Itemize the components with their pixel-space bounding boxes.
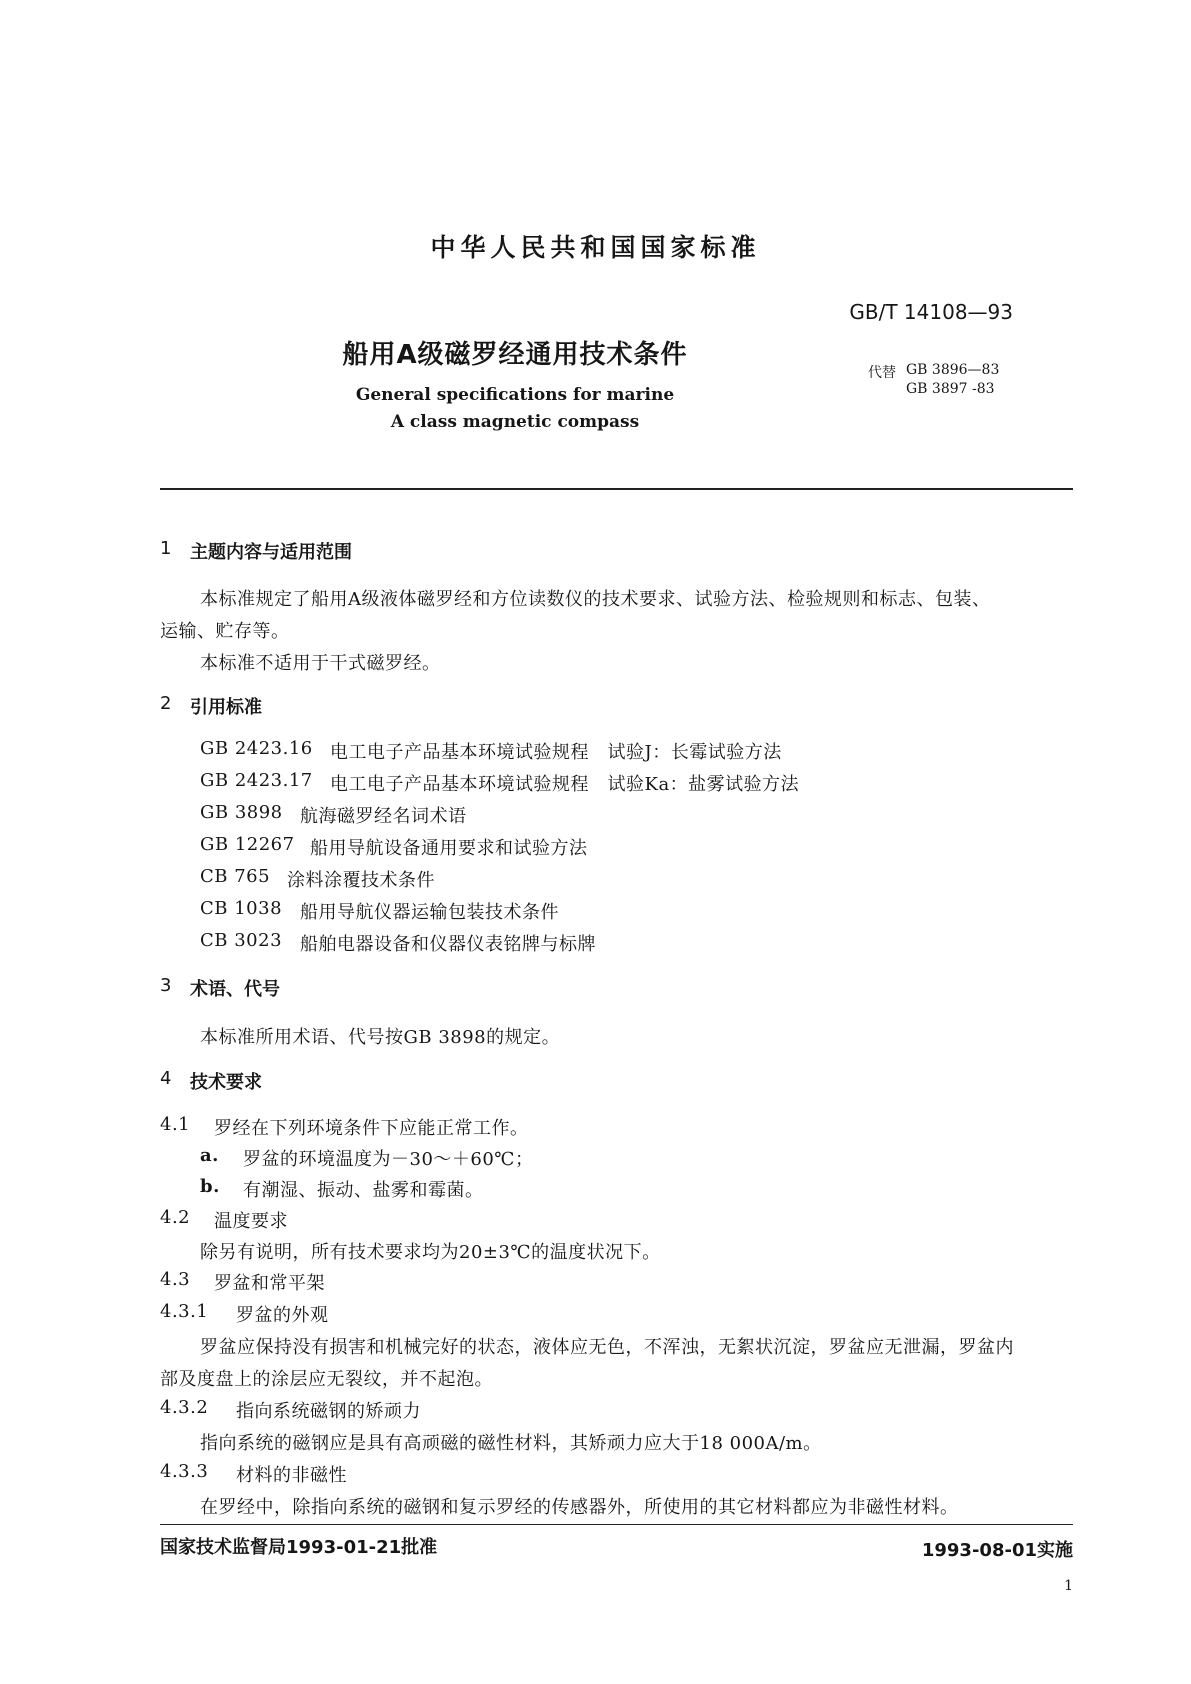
section-4-title: 技术要求 bbox=[190, 1072, 262, 1093]
title-chinese: 船用A级磁罗经通用技术条件 bbox=[342, 340, 688, 370]
approval-text: 国家技术监督局1993-01-21批准 bbox=[160, 1537, 438, 1558]
header-divider bbox=[160, 488, 1073, 490]
item-a-label: a. bbox=[200, 1145, 219, 1166]
section-4-number: 4 bbox=[160, 1068, 172, 1089]
footer-divider bbox=[160, 1524, 1073, 1525]
reference-code: CB 765 bbox=[200, 866, 271, 887]
section-2-title: 引用标准 bbox=[190, 697, 262, 718]
clause-4-3-3-number: 4.3.3 bbox=[160, 1461, 209, 1482]
reference-title: 涂料涂覆技术条件 bbox=[287, 870, 435, 891]
clause-4-3-number: 4.3 bbox=[160, 1269, 191, 1290]
clause-4-3-1-line1: 罗盆应保持没有损害和机械完好的状态，液体应无色，不浑浊，无絮状沉淀，罗盆应无泄漏，罗盆内 bbox=[200, 1337, 1014, 1358]
reference-code: GB 2423.17 bbox=[200, 770, 313, 791]
replaces-label: 代替 bbox=[868, 365, 896, 381]
reference-code: GB 12267 bbox=[200, 834, 295, 855]
clause-4-2-text: 除另有说明，所有技术要求均为20±3℃的温度状况下。 bbox=[200, 1242, 661, 1263]
reference-title: 船用导航设备通用要求和试验方法 bbox=[310, 838, 588, 859]
section-1-para1-line1: 本标准规定了船用A级液体磁罗经和方位读数仪的技术要求、试验方法、检验规则和标志、包装、 bbox=[200, 589, 991, 610]
clause-4-3-title: 罗盆和常平架 bbox=[214, 1273, 325, 1294]
item-b-text: 有潮湿、振动、盐雾和霉菌。 bbox=[243, 1180, 484, 1201]
reference-code: GB 3898 bbox=[200, 802, 283, 823]
section-1-para1-line2: 运输、贮存等。 bbox=[160, 621, 290, 642]
replaces-standard-2: GB 3897 -83 bbox=[906, 381, 995, 397]
clause-4-3-3-title: 材料的非磁性 bbox=[236, 1465, 347, 1486]
reference-code: CB 3023 bbox=[200, 930, 283, 951]
implementation-text: 1993-08-01实施 bbox=[921, 1540, 1073, 1561]
item-a-text: 罗盆的环境温度为－30～＋60℃； bbox=[243, 1149, 534, 1170]
item-b-label: b. bbox=[200, 1176, 220, 1197]
clause-4-3-1-title: 罗盆的外观 bbox=[236, 1305, 329, 1326]
title-english-line1: General specifications for marine bbox=[355, 385, 675, 405]
section-3-number: 3 bbox=[160, 975, 172, 996]
section-1-title: 主题内容与适用范围 bbox=[190, 542, 352, 563]
reference-code: CB 1038 bbox=[200, 898, 283, 919]
page-number: 1 bbox=[1064, 1578, 1073, 1594]
clause-4-2-number: 4.2 bbox=[160, 1207, 191, 1228]
section-2-number: 2 bbox=[160, 693, 172, 714]
clause-4-1-text: 罗经在下列环境条件下应能正常工作。 bbox=[214, 1118, 529, 1139]
clause-4-3-1-line2: 部及度盘上的涂层应无裂纹，并不起泡。 bbox=[160, 1369, 493, 1390]
clause-4-3-2-number: 4.3.2 bbox=[160, 1397, 209, 1418]
reference-title: 船用导航仪器运输包装技术条件 bbox=[300, 902, 559, 923]
clause-4-3-3-text: 在罗经中，除指向系统的磁钢和复示罗经的传感器外，所使用的其它材料都应为非磁性材料。 bbox=[200, 1497, 959, 1518]
title-english-line2: A class magnetic compass bbox=[390, 412, 640, 432]
replaces-standard-1: GB 3896—83 bbox=[906, 362, 1000, 378]
section-3-title: 术语、代号 bbox=[190, 979, 280, 1000]
national-standard-heading: 中华人民共和国国家标准 bbox=[430, 233, 761, 262]
reference-title: 航海磁罗经名词术语 bbox=[300, 806, 467, 827]
section-3-para: 本标准所用术语、代号按GB 3898的规定。 bbox=[200, 1027, 561, 1048]
reference-title: 电工电子产品基本环境试验规程 试验J：长霉试验方法 bbox=[330, 742, 782, 763]
section-1-number: 1 bbox=[160, 538, 172, 559]
clause-4-3-2-text: 指向系统的磁钢应是具有高顽磁的磁性材料，其矫顽力应大于18 000A/m。 bbox=[200, 1433, 822, 1454]
reference-title: 船舶电器设备和仪器仪表铭牌与标牌 bbox=[300, 934, 596, 955]
reference-code: GB 2423.16 bbox=[200, 738, 313, 759]
clause-4-2-title: 温度要求 bbox=[214, 1211, 288, 1232]
clause-4-3-1-number: 4.3.1 bbox=[160, 1301, 209, 1322]
clause-4-1-number: 4.1 bbox=[160, 1114, 191, 1135]
section-1-para2: 本标准不适用于干式磁罗经。 bbox=[200, 653, 441, 674]
reference-title: 电工电子产品基本环境试验规程 试验Ka：盐雾试验方法 bbox=[330, 774, 800, 795]
clause-4-3-2-title: 指向系统磁钢的矫顽力 bbox=[236, 1401, 421, 1422]
standard-number: GB/T 14108—93 bbox=[849, 300, 1013, 324]
